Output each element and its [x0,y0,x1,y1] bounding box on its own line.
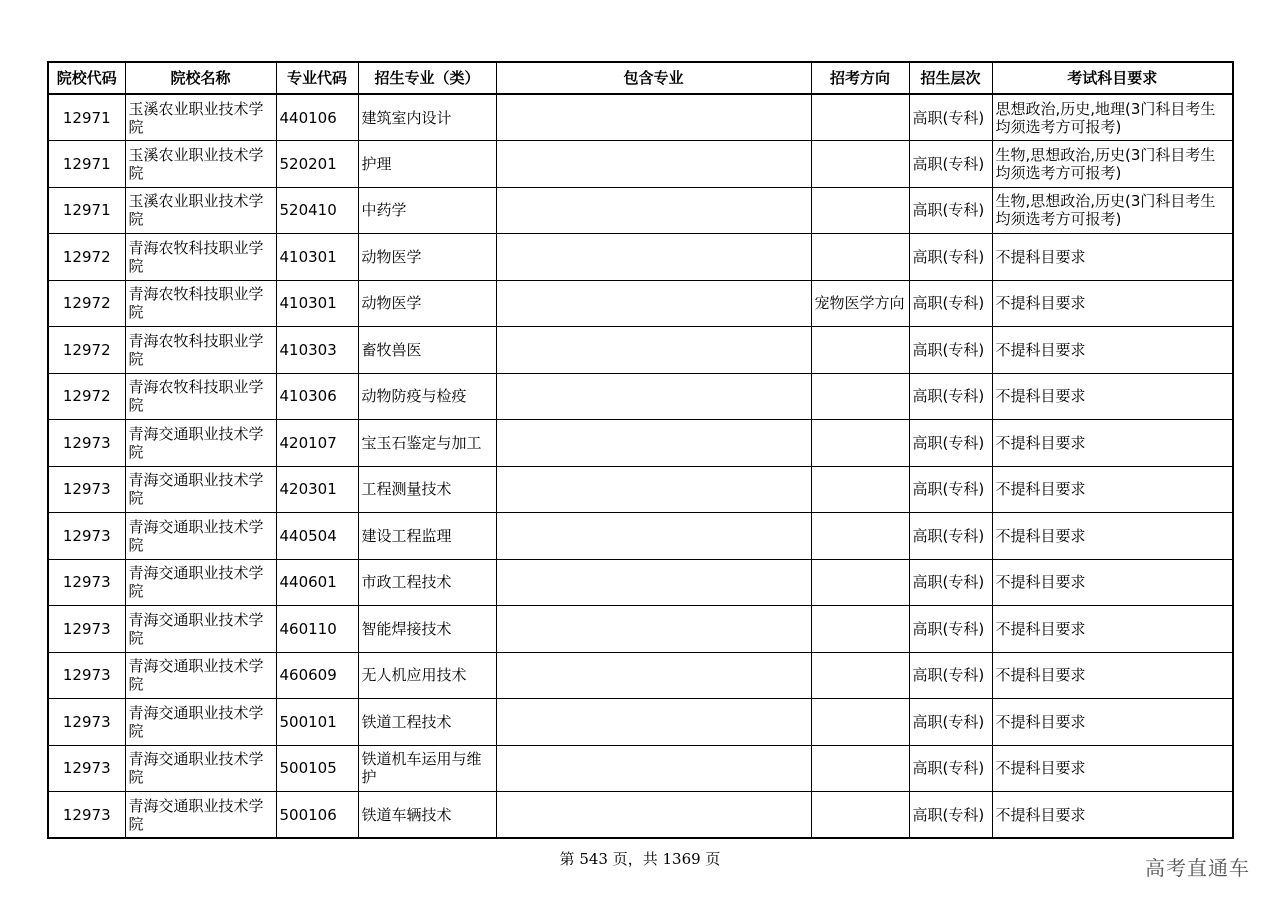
cell-major: 铁道车辆技术 [358,792,496,839]
header-included-majors: 包含专业 [496,62,811,94]
cell-level: 高职(专科) [909,94,992,141]
cell-included-majors [496,420,811,467]
cell-major: 动物医学 [358,280,496,327]
cell-major: 建设工程监理 [358,513,496,560]
table-row [48,94,1233,141]
cell-major-code: 520410 [276,187,358,234]
cell-level: 高职(专科) [909,606,992,653]
cell-direction [811,606,909,653]
table-row [48,745,1233,792]
cell-requirement: 不提科目要求 [992,234,1233,281]
cell-major-code: 500106 [276,792,358,839]
table-row [48,234,1233,281]
cell-school-name: 青海交通职业技术学院 [125,559,276,606]
cell-included-majors [496,280,811,327]
cell-level: 高职(专科) [909,141,992,188]
table-row [48,280,1233,327]
cell-school-code: 12973 [48,513,125,560]
table-row [48,187,1233,234]
page-number: 第 543 页，共 1369 页 [559,850,721,868]
cell-included-majors [496,327,811,374]
cell-school-code: 12972 [48,373,125,420]
cell-level: 高职(专科) [909,699,992,746]
cell-level: 高职(专科) [909,327,992,374]
cell-level: 高职(专科) [909,280,992,327]
cell-included-majors [496,559,811,606]
cell-level: 高职(专科) [909,373,992,420]
table-row [48,606,1233,653]
cell-requirement: 生物,思想政治,历史(3门科目考生均须选考方可报考) [992,141,1233,188]
cell-requirement: 不提科目要求 [992,699,1233,746]
cell-school-name: 青海农牧科技职业学院 [125,280,276,327]
cell-major: 建筑室内设计 [358,94,496,141]
header-major: 招生专业（类） [358,62,496,94]
cell-level: 高职(专科) [909,513,992,560]
cell-direction [811,652,909,699]
cell-requirement: 不提科目要求 [992,559,1233,606]
cell-requirement: 不提科目要求 [992,420,1233,467]
cell-school-code: 12973 [48,420,125,467]
cell-direction [811,327,909,374]
cell-school-name: 青海交通职业技术学院 [125,513,276,560]
table-row [48,559,1233,606]
cell-included-majors [496,606,811,653]
cell-major: 智能焊接技术 [358,606,496,653]
cell-school-name: 青海交通职业技术学院 [125,606,276,653]
cell-included-majors [496,699,811,746]
cell-major: 动物医学 [358,234,496,281]
cell-school-code: 12973 [48,466,125,513]
cell-included-majors [496,141,811,188]
cell-included-majors [496,234,811,281]
cell-major: 铁道机车运用与维护 [358,745,496,792]
cell-school-name: 青海交通职业技术学院 [125,792,276,839]
cell-major: 市政工程技术 [358,559,496,606]
header-row [48,62,1233,94]
cell-level: 高职(专科) [909,187,992,234]
cell-school-code: 12973 [48,559,125,606]
cell-requirement: 不提科目要求 [992,792,1233,839]
cell-school-name: 青海交通职业技术学院 [125,699,276,746]
cell-direction [811,699,909,746]
cell-level: 高职(专科) [909,792,992,839]
cell-school-code: 12973 [48,699,125,746]
cell-major: 无人机应用技术 [358,652,496,699]
cell-major: 护理 [358,141,496,188]
table-row [48,327,1233,374]
cell-major-code: 410301 [276,280,358,327]
cell-requirement: 不提科目要求 [992,373,1233,420]
cell-major-code: 420301 [276,466,358,513]
cell-major-code: 500105 [276,745,358,792]
cell-included-majors [496,466,811,513]
cell-school-code: 12971 [48,141,125,188]
cell-school-code: 12973 [48,792,125,839]
cell-major-code: 420107 [276,420,358,467]
header-major-code: 专业代码 [276,62,358,94]
cell-school-code: 12973 [48,606,125,653]
cell-school-name: 青海农牧科技职业学院 [125,373,276,420]
watermark: 高考直通车 [1145,856,1250,880]
cell-level: 高职(专科) [909,652,992,699]
cell-school-name: 青海农牧科技职业学院 [125,327,276,374]
cell-major-code: 500101 [276,699,358,746]
cell-school-name: 青海交通职业技术学院 [125,420,276,467]
cell-requirement: 不提科目要求 [992,327,1233,374]
cell-major: 工程测量技术 [358,466,496,513]
cell-included-majors [496,792,811,839]
cell-included-majors [496,187,811,234]
cell-major-code: 410306 [276,373,358,420]
cell-included-majors [496,652,811,699]
cell-requirement: 不提科目要求 [992,745,1233,792]
cell-direction [811,234,909,281]
cell-level: 高职(专科) [909,466,992,513]
cell-requirement: 思想政治,历史,地理(3门科目考生均须选考方可报考) [992,94,1233,141]
cell-school-code: 12973 [48,745,125,792]
cell-school-name: 青海交通职业技术学院 [125,652,276,699]
cell-school-name: 青海交通职业技术学院 [125,745,276,792]
header-school-code: 院校代码 [48,62,125,94]
cell-level: 高职(专科) [909,420,992,467]
cell-direction [811,420,909,467]
cell-major-code: 460110 [276,606,358,653]
cell-school-code: 12973 [48,652,125,699]
table-row [48,513,1233,560]
table-row [48,373,1233,420]
header-school-name: 院校名称 [125,62,276,94]
cell-school-name: 青海交通职业技术学院 [125,466,276,513]
header-requirement: 考试科目要求 [992,62,1233,94]
cell-direction [811,187,909,234]
cell-included-majors [496,94,811,141]
cell-major-code: 440106 [276,94,358,141]
cell-direction [811,94,909,141]
table-row [48,652,1233,699]
cell-major-code: 520201 [276,141,358,188]
cell-school-code: 12972 [48,234,125,281]
cell-level: 高职(专科) [909,559,992,606]
cell-level: 高职(专科) [909,234,992,281]
cell-level: 高职(专科) [909,745,992,792]
cell-major: 畜牧兽医 [358,327,496,374]
cell-school-name: 玉溪农业职业技术学院 [125,94,276,141]
table-row [48,420,1233,467]
cell-direction [811,745,909,792]
cell-requirement: 不提科目要求 [992,280,1233,327]
cell-requirement: 不提科目要求 [992,466,1233,513]
header-direction: 招考方向 [811,62,909,94]
cell-major: 中药学 [358,187,496,234]
cell-direction [811,513,909,560]
header-level: 招生层次 [909,62,992,94]
admissions-table [47,61,1234,839]
cell-requirement: 不提科目要求 [992,513,1233,560]
cell-direction [811,466,909,513]
cell-included-majors [496,513,811,560]
cell-major-code: 460609 [276,652,358,699]
cell-included-majors [496,373,811,420]
table-row [48,792,1233,839]
cell-school-name: 玉溪农业职业技术学院 [125,187,276,234]
cell-major-code: 440601 [276,559,358,606]
table-row [48,699,1233,746]
cell-direction: 宠物医学方向 [811,280,909,327]
cell-major: 动物防疫与检疫 [358,373,496,420]
cell-direction [811,373,909,420]
cell-requirement: 不提科目要求 [992,652,1233,699]
cell-school-code: 12971 [48,94,125,141]
cell-school-name: 玉溪农业职业技术学院 [125,141,276,188]
table-body [48,94,1233,838]
cell-major-code: 440504 [276,513,358,560]
cell-school-code: 12971 [48,187,125,234]
cell-major: 宝玉石鉴定与加工 [358,420,496,467]
cell-included-majors [496,745,811,792]
cell-direction [811,559,909,606]
cell-requirement: 不提科目要求 [992,606,1233,653]
cell-school-code: 12972 [48,327,125,374]
cell-direction [811,141,909,188]
cell-major-code: 410301 [276,234,358,281]
cell-school-code: 12972 [48,280,125,327]
table-row [48,141,1233,188]
table-row [48,466,1233,513]
cell-school-name: 青海农牧科技职业学院 [125,234,276,281]
cell-direction [811,792,909,839]
cell-requirement: 生物,思想政治,历史(3门科目考生均须选考方可报考) [992,187,1233,234]
cell-major: 铁道工程技术 [358,699,496,746]
cell-major-code: 410303 [276,327,358,374]
